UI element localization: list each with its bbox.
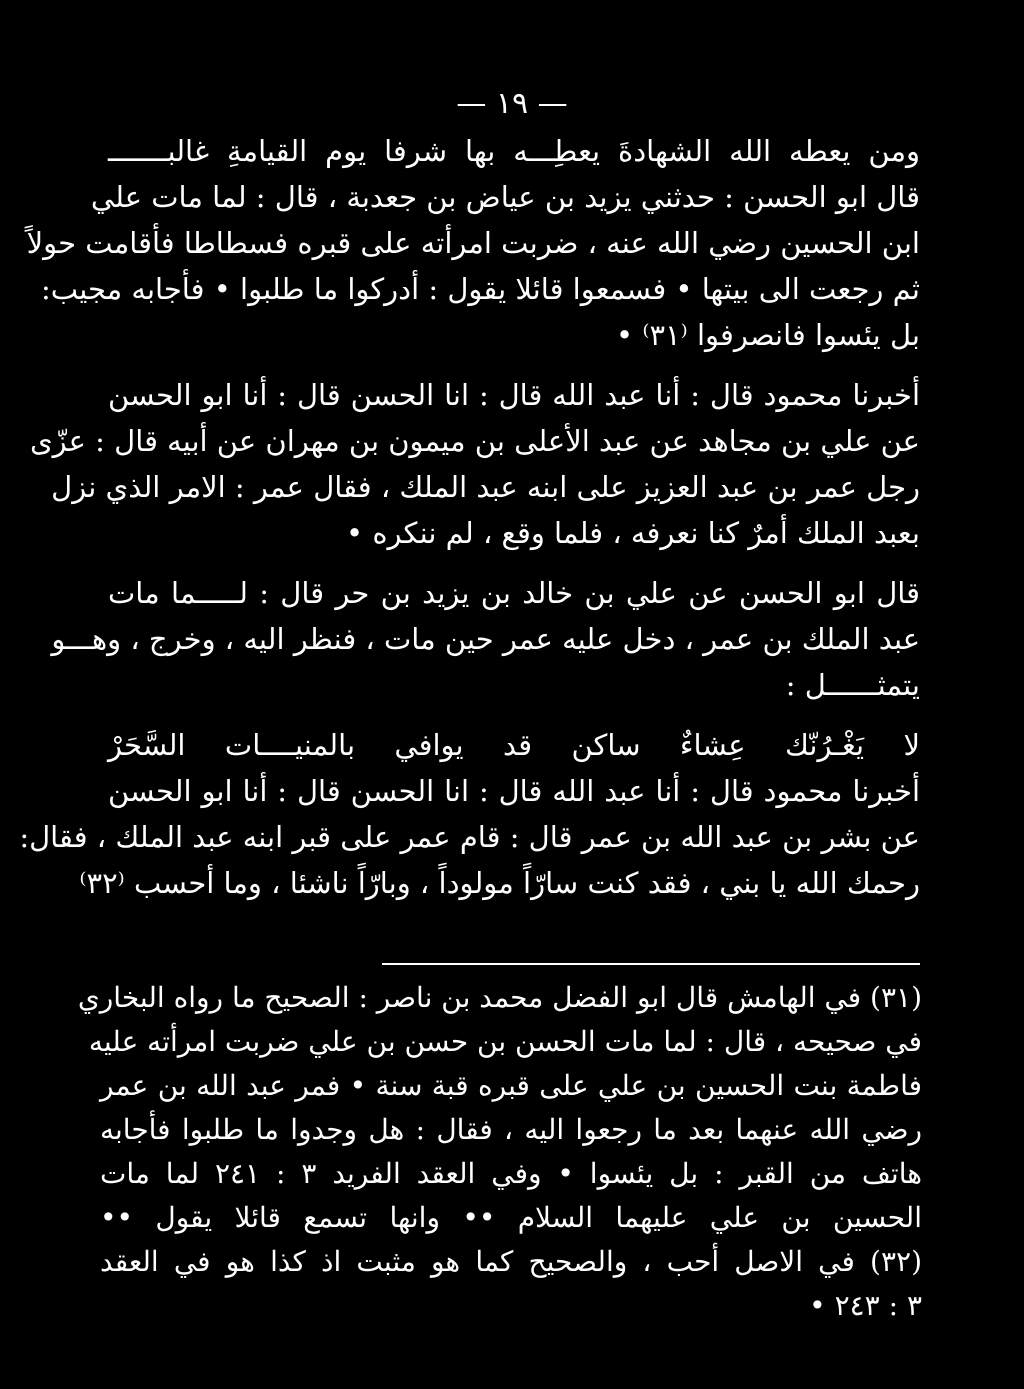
footnote-line: ٣ : ٢٤٣ •: [809, 1289, 922, 1322]
paragraph: [51, 570, 920, 708]
paragraph: [26, 128, 920, 358]
text-line: بل يئسوا فانصرفوا ⁽٣١⁾ •: [616, 318, 920, 352]
text-line: ومن يعطه الله الشهادةَ يعطِـــه بها شرفا يوم القيامةِ غالبـــــــ: [108, 134, 920, 168]
text-line: ثم رجعت الى بيتها • فسمعوا قائلا يقول : أدركوا ما طلبوا • فأجابه مجيب:: [40, 272, 920, 306]
footnote-line: فاطمة بنت الحسين بن علي على قبره قبة سنة • فمر عبد الله بن عمر: [100, 1069, 922, 1102]
poetry-line: لا يَغْـرُنّك عِشاءٌ ساكن قد يوافي بالمنيــــات السَّحَرْ: [108, 728, 920, 762]
footnote-line: (٣١) في الهامش قال ابو الفضل محمد بن ناصر : الصحيح ما رواه البخاري: [77, 981, 922, 1014]
text-line: قال ابو الحسن : حدثني يزيد بن عياض بن جعدبة ، قال : لما مات علي: [90, 180, 920, 214]
text-line: أخبرنا محمود قال : أنا عبد الله قال : انا الحسن قال : أنا ابو الحسن: [108, 774, 920, 808]
footnote-line: الحسين بن علي عليهما السلام •• وانها تسمع قائلا يقول ••: [100, 1201, 922, 1234]
main-text: [19, 128, 920, 906]
text-line: رحمك الله يا بني ، فقد كنت سارّاً مولوداً ، وبارّاً ناشئا ، وما أحسب ⁽٣٢⁾: [79, 866, 920, 900]
text-line: عبد الملك بن عمر ، دخل عليه عمر حين مات ، فنظر اليه ، وخرج ، وهـــو: [51, 622, 920, 656]
paragraph: [29, 372, 920, 556]
footnote-divider: [382, 963, 920, 965]
page-number: — ١٩ —: [456, 86, 568, 121]
footnote-line: في صحيحه ، قال : لما مات الحسن بن حسن بن علي ضربت امرأته عليه: [88, 1025, 922, 1058]
text-line: بعبد الملك أمرٌ كنا نعرفه ، فلما وقع ، لم ننكره •: [346, 516, 920, 550]
text-line: عن بشر بن عبد الله بن عمر قال : قام عمر على قبر ابنه عبد الملك ، فقال:: [19, 820, 920, 854]
footnote-line: (٣٢) في الاصل أحب ، والصحيح كما هو مثبت اذ كذا هو في العقد: [100, 1245, 922, 1278]
footnote-line: رضي الله عنهما بعد ما رجعوا اليه ، فقال : هل وجدوا ما طلبوا فأجابه: [100, 1113, 922, 1146]
text-line: عن علي بن مجاهد عن عبد الأعلى بن ميمون بن مهران عن أبيه قال : عزّى: [29, 424, 920, 458]
text-line: رجل عمر بن عبد العزيز على ابنه عبد الملك ، فقال عمر : الامر الذي نزل: [51, 470, 920, 504]
paragraph: [19, 722, 920, 906]
text-line: يتمثــــــل :: [785, 668, 920, 702]
footnote-line: هاتف من القبر : بل يئسوا • وفي العقد الفريد ٣ : ٢٤١ لما مات: [100, 1157, 923, 1190]
text-line: قال ابو الحسن عن علي بن خالد بن يزيد بن حر قال : لـــــما مات: [108, 576, 920, 610]
text-line: ابن الحسين رضي الله عنه ، ضربت امرأته على قبره فسطاطا فأقامت حولاً: [26, 226, 920, 260]
footnotes: [77, 976, 923, 1328]
text-line: أخبرنا محمود قال : أنا عبد الله قال : انا الحسن قال : أنا ابو الحسن: [108, 378, 920, 412]
